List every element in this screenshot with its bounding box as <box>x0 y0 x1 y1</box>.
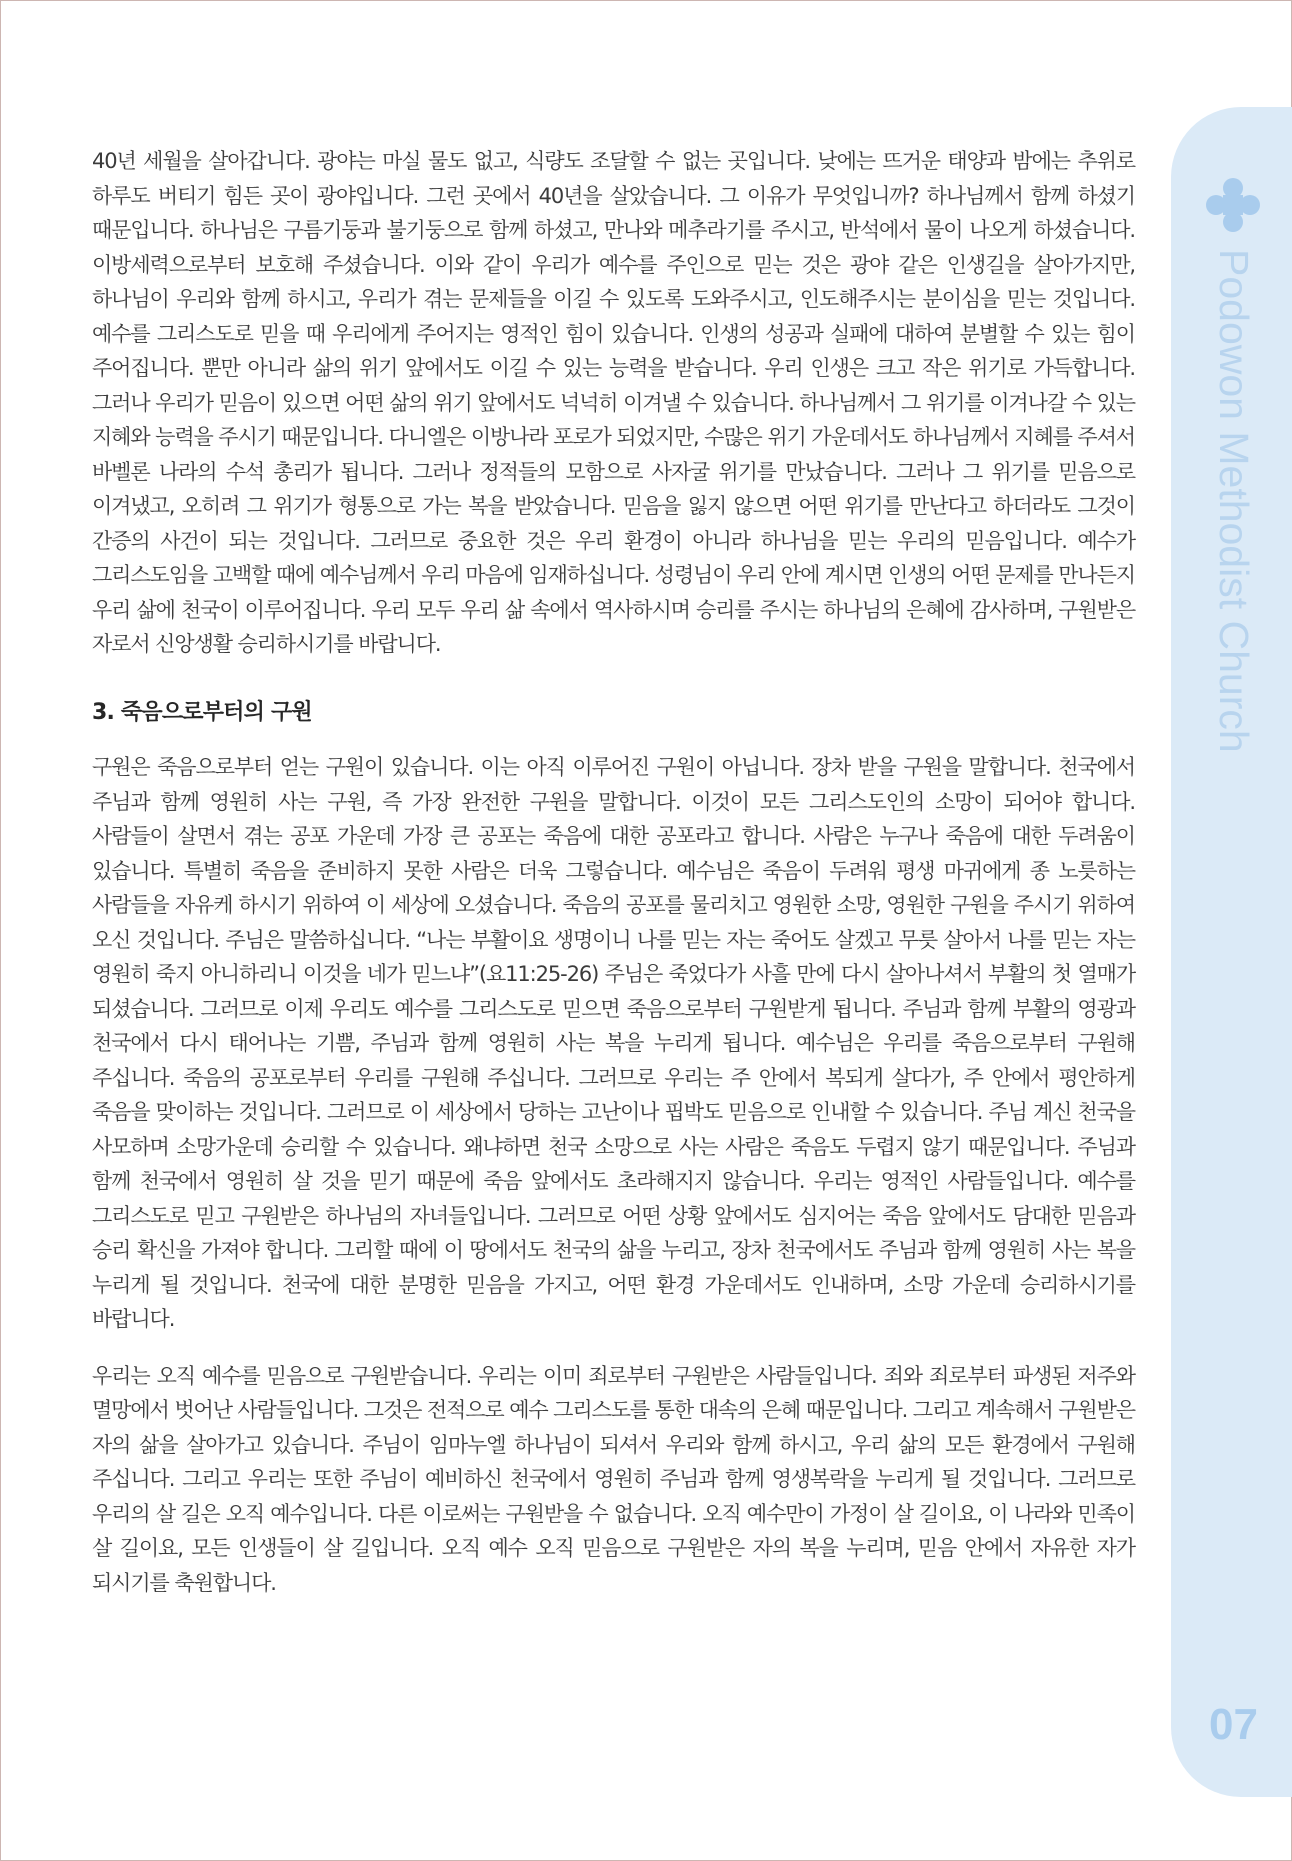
section-heading: 3. 죽음으로부터의 구원 <box>92 699 312 725</box>
four-petal-cross-icon <box>1205 177 1261 233</box>
page-number: 07 <box>1209 1700 1258 1749</box>
page-body <box>92 144 1135 1600</box>
church-name-vertical: Podowon Methodist Church <box>1211 249 1257 753</box>
side-band <box>1171 107 1292 1797</box>
body-paragraph: 40년 세월을 살아갑니다. 광야는 마실 물도 없고, 식량도 조달할 수 없는 곳입니다. 낮에는 뜨거운 태양과 밤에는 추위로 하루도 버티기 힘든 곳이 광야입니다. 그런 곳에서 40년을 살았습니다. 그 이유가 무엇입니까? 하나님께서 함께 하셨기 때문입니다. 하나님은 구름기둥과 불기둥으로 함께 하셨고, 만나와 메추라기를 주시고, 반석에서 물이 나오게 하셨습니다. 이방세력으로부터 보호해 주셨습니다. 이와 같이 우리가 예수를 주인으로 믿는 것은 광야 같은 인생길을 살아가지만, 하나님이 우리와 함께 하시고, 우리가 겪는 문제들을 이길 수 있도록 도와주시고, 인도해주시는 분이심을 믿는 것입니다. 예수를 그리스도로 믿을 때 우리에게 주어지는 영적인 힘이 있습니다. 인생의 성공과 실패에 대하여 분별할 수 있는 힘이 주어집니다. 뿐만 아니라 삶의 위기 앞에서도 이길 수 있는 능력을 받습니다. 우리 인생은 크고 작은 위기로 가득합니다. 그러나 우리가 믿음이 있으면 어떤 삶의 위기 앞에서도 넉넉히 이겨낼 수 있습니다. 하나님께서 그 위기를 이겨나갈 수 있는 지혜와 능력을 주시기 때문입니다. 다니엘은 이방나라 포로가 되었지만, 수많은 위기 가운데서도 하나님께서 지혜를 주셔서 바벨론 나라의 수석 총리가 됩니다. 그러나 정적들의 모함으로 사자굴 위기를 만났습니다. 그러나 그 위기를 믿음으로 이겨냈고, 오히려 그 위기가 형통으로 가는 복을 받았습니다. 믿음을 잃지 않으면 어떤 위기를 만난다고 하더라도 그것이 간증의 사건이 되는 것입니다. 그러므로 중요한 것은 우리 환경이 아니라 하나님을 믿는 우리의 믿음입니다. 예수가 그리스도임을 고백할 때에 예수님께서 우리 마음에 임재하십니다. 성령님이 우리 안에 계시면 인생의 어떤 문제를 만나든지 우리 삶에 천국이 이루어집니다. 우리 모두 우리 삶 속에서 역사하시며 승리를 주시는 하나님의 은혜에 감사하며, 구원받은 자로서 신앙생활 승리하시기를 바랍니다. <box>92 149 1135 656</box>
body-paragraph: 우리는 오직 예수를 믿음으로 구원받습니다. 우리는 이미 죄로부터 구원받은 사람들입니다. 죄와 죄로부터 파생된 저주와 멸망에서 벗어난 사람들입니다. 그것은 전적으로 예수 그리스도를 통한 대속의 은혜 때문입니다. 그리고 계속해서 구원받은 자의 삶을 살아가고 있습니다. 주님이 임마누엘 하나님이 되셔서 우리와 함께 하시고, 우리 삶의 모든 환경에서 구원해 주십니다. 그리고 우리는 또한 주님이 예비하신 천국에서 영원히 주님과 함께 영생복락을 누리게 될 것입니다. 그러므로 우리의 살 길은 오직 예수입니다. 다른 이로써는 구원받을 수 없습니다. 오직 예수만이 가정이 살 길이요, 이 나라와 민족이 살 길이요, 모든 인생들이 살 길입니다. 오직 예수 오직 믿음으로 구원받은 자의 복을 누리며, 믿음 안에서 자유한 자가 되시기를 축원합니다. <box>92 1363 1135 1595</box>
body-paragraph: 구원은 죽음으로부터 얻는 구원이 있습니다. 이는 아직 이루어진 구원이 아닙니다. 장차 받을 구원을 말합니다. 천국에서 주님과 함께 영원히 사는 구원, 즉 가장 완전한 구원을 말합니다. 이것이 모든 그리스도인의 소망이 되어야 합니다. 사람들이 살면서 겪는 공포 가운데 가장 큰 공포는 죽음에 대한 공포라고 합니다. 사람은 누구나 죽음에 대한 두려움이 있습니다. 특별히 죽음을 준비하지 못한 사람은 더욱 그렇습니다. 예수님은 죽음이 두려워 평생 마귀에게 종 노릇하는 사람들을 자유케 하시기 위하여 이 세상에 오셨습니다. 죽음의 공포를 물리치고 영원한 소망, 영원한 구원을 주시기 위하여 오신 것입니다. 주님은 말씀하십니다. “나는 부활이요 생명이니 나를 믿는 자는 죽어도 살겠고 무릇 살아서 나를 믿는 자는 영원히 죽지 아니하리니 이것을 네가 믿느냐”(요11:25-26) 주님은 죽었다가 사흘 만에 다시 살아나셔서 부활의 첫 열매가 되셨습니다. 그러므로 이제 우리도 예수를 그리스도로 믿으면 죽음으로부터 구원받게 됩니다. 주님과 함께 부활의 영광과 천국에서 다시 태어나는 기쁨, 주님과 함께 영원히 사는 복을 누리게 됩니다. 예수님은 우리를 죽음으로부터 구원해 주십니다. 죽음의 공포로부터 우리를 구원해 주십니다. 그러므로 우리는 주 안에서 복되게 살다가, 주 안에서 평안하게 죽음을 맞이하는 것입니다. 그러므로 이 세상에서 당하는 고난이나 핍박도 믿음으로 인내할 수 있습니다. 주님 계신 천국을 사모하며 소망가운데 승리할 수 있습니다. 왜냐하면 천국 소망으로 사는 사람은 죽음도 두렵지 않기 때문입니다. 주님과 함께 천국에서 영원히 살 것을 믿기 때문에 죽음 앞에서도 초라해지지 않습니다. 우리는 영적인 사람들입니다. 예수를 그리스도로 믿고 구원받은 하나님의 자녀들입니다. 그러므로 어떤 상황 앞에서도 심지어는 죽음 앞에서도 담대한 믿음과 승리 확신을 가져야 합니다. 그리할 때에 이 땅에서도 천국의 삶을 누리고, 장차 천국에서도 주님과 함께 영원히 사는 복을 누리게 될 것입니다. 천국에 대한 분명한 믿음을 가지고, 어떤 환경 가운데서도 인내하며, 소망 가운데 승리하시기를 바랍니다. <box>92 755 1135 1331</box>
